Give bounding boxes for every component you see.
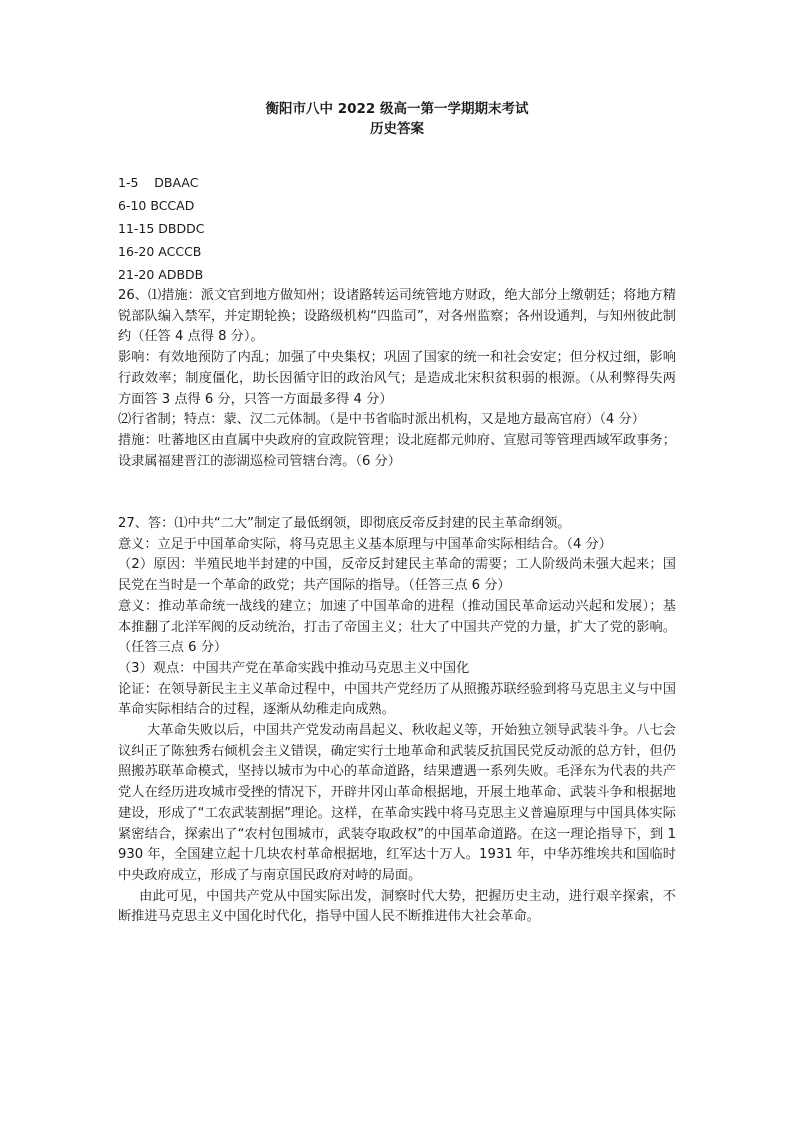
q26-measures: 26、⑴措施：派文官到地方做知州；设诸路转运司统管地方财政，绝大部分上缴朝廷；将地方精锐部队编入禁军，并定期轮换；设路级机构“四监司”，对各州监察；各州设通判，与知州彼此制约（任答 4 点得 8 分）。 bbox=[118, 288, 676, 345]
choice-answers bbox=[0, 171, 794, 286]
answer-row: 1-5 DBAAC bbox=[118, 175, 199, 190]
question-26-answer bbox=[118, 286, 676, 472]
q26-border-measures: 措施：吐蕃地区由直属中央政府的宣政院管理；设北庭都元帅府、宣慰司等管理西域军政事务；设隶属福建晋江的澎湖巡检司管辖台湾。（6 分） bbox=[118, 432, 676, 469]
q26-impact: 影响：有效地预防了内乱；加强了中央集权；巩固了国家的统一和社会安定；但分权过细，影响行政效率；制度僵化，助长因循守旧的政治风气；是造成北宋积贫积弱的根源。（从利弊得失两方面答 3 点得 6 分，只答一方面最多得 4 分） bbox=[118, 350, 676, 407]
q27-part3-conclusion: 由此可见，中国共产党从中国实际出发，洞察时代大势，把握历史主动，进行艰辛探索，不断推进马克思主义中国化时代化，指导中国人民不断推进伟大社会革命。 bbox=[118, 888, 676, 925]
q27-part3-history: 大革命失败以后，中国共产党发动南昌起义、秋收起义等，开始独立领导武装斗争。八七会议纠正了陈独秀右倾机会主义错误，确定实行土地革命和武装反抗国民党反动派的总方针，但仍照搬苏联革命模式，坚持以城市为中心的革命道路，结果遭遇一系列失败。毛泽东为代表的共产党人在经历进攻城市受挫的情况下，开辟井冈山革命根据地，开展土地革命、武装斗争和根据地建设，形成了“工农武装割据”理论。这样，在革命实践中将马克思主义普遍原理与中国具体实际紧密结合，探索出了“农村包围城市，武装夺取政权”的中国革命道路。在这一理论指导下，到 1930 年，全国建立起十几块农村革命根据地，红军达十万人。1931 年，中华苏维埃共和国临时中央政府成立，形成了与南京国民政府对峙的局面。 bbox=[118, 723, 676, 883]
q27-part2-reasons: （2）原因：半殖民地半封建的中国，反帝反封建民主革命的需要；工人阶级尚未强大起来；国民党在当时是一个革命的政党；共产国际的指导。（任答三点 6 分） bbox=[118, 557, 676, 594]
answer-row: 21-20 ADBDB bbox=[118, 267, 204, 282]
answer-row: 11-15 DBDDC bbox=[118, 221, 205, 236]
q27-part1: 27、答：⑴中共“二大”制定了最低纲领，即彻底反帝反封建的民主革命纲领。 bbox=[118, 516, 571, 531]
answer-row: 16-20 ACCCB bbox=[118, 244, 202, 259]
q27-part1-significance: 意义：立足于中国革命实际，将马克思主义基本原理与中国革命实际相结合。（4 分） bbox=[118, 536, 612, 552]
q27-part3-viewpoint: （3）观点：中国共产党在革命实践中推动马克思主义中国化 bbox=[118, 660, 470, 676]
exam-title: 衡阳市八中 2022 级高一第一学期期末考试 bbox=[265, 101, 529, 117]
q27-part3-argument: 论证：在领导新民主主义革命过程中，中国共产党经历了从照搬苏联经验到将马克思主义与中国革命实际相结合的过程，逐渐从幼稚走向成熟。 bbox=[118, 681, 676, 718]
answer-row: 6-10 BCCAD bbox=[118, 198, 195, 213]
q27-part2-significance: 意义：推动革命统一战线的建立；加速了中国革命的进程（推动国民革命运动兴起和发展）；基本推翻了北洋军阀的反动统治，打击了帝国主义；壮大了中国共产党的力量，扩大了党的影响。（任答三点 6 分） bbox=[118, 598, 676, 656]
q26-province-system: ⑵行省制；特点：蒙、汉二元体制。（是中书省临时派出机构，又是地方最高官府）（4 分） bbox=[118, 412, 645, 428]
question-27-answer bbox=[118, 514, 676, 928]
exam-subtitle: 历史答案 bbox=[370, 121, 424, 137]
